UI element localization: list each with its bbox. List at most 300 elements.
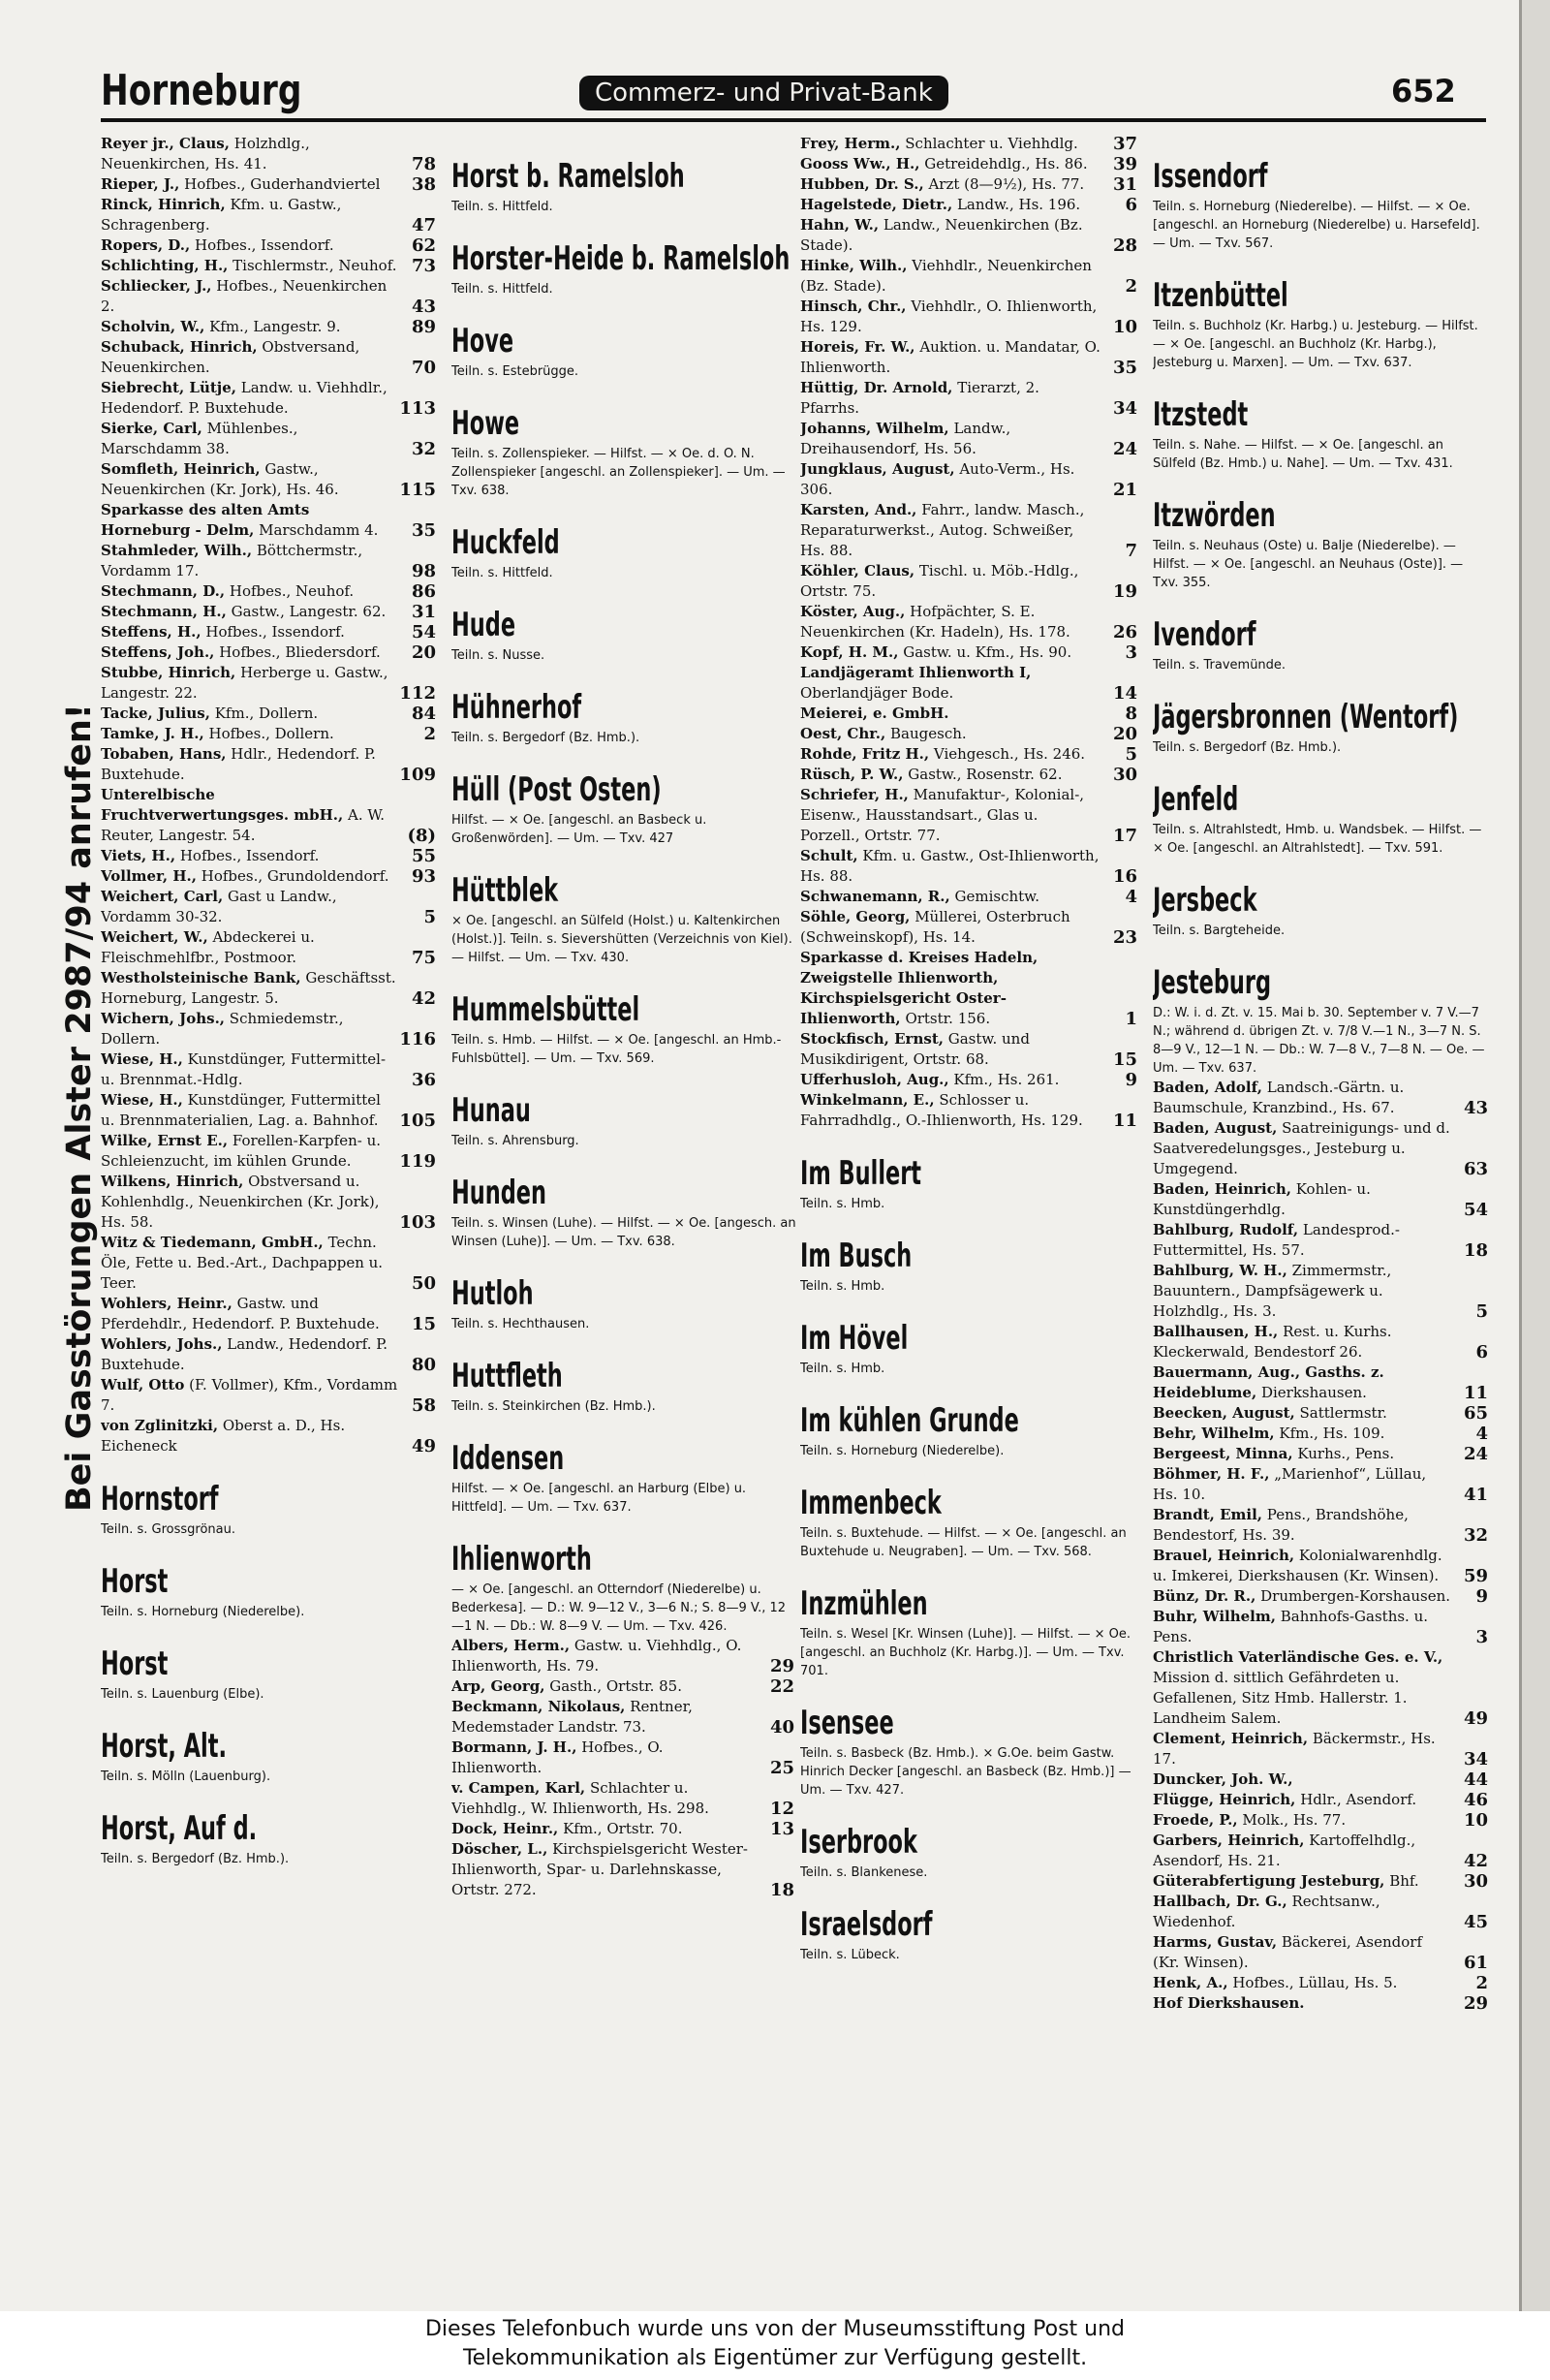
subscriber-details: Kartoffelhdlg., Asendorf, Hs. 21. bbox=[1153, 1832, 1416, 1869]
phone-number: 18 bbox=[769, 1880, 794, 1900]
place-reference: Teiln. s. Horneburg (Niederelbe). — Hilfst. — × Oe. [angeschl. an Horneburg (Niederelbe) u. Harsefeld]. — Um. — Txv. 567. bbox=[1153, 200, 1480, 251]
phone-number: 24 bbox=[1112, 439, 1137, 459]
subscriber-name: Sparkasse d. Kreises Hadeln, Zweigstelle Ihlienworth, Kirchspielsgericht Oster-Ihlienworth, bbox=[800, 949, 1038, 1027]
gas-notice-text: Bei Gasstörungen Alster 2987/94 anrufen! bbox=[60, 704, 99, 1512]
subscriber-name: Weichert, Carl, bbox=[101, 888, 224, 905]
subscriber-details: Saatreinigungs- und d. Saatveredelungsges., Jesteburg u. Umgegend. bbox=[1153, 1119, 1450, 1177]
subscriber-entry bbox=[1153, 1586, 1490, 1607]
subscriber-name: Hallbach, Dr. G., bbox=[1153, 1893, 1287, 1910]
phone-number: 21 bbox=[1112, 480, 1137, 500]
subscriber-entry bbox=[101, 1233, 438, 1294]
subscriber-details: Fahrr., landw. Masch., Reparaturwerkst., Autog. Schweißer, Hs. 88. bbox=[800, 501, 1085, 559]
subscriber-details: Gastw. und Musikdirigent, Ortstr. 68. bbox=[800, 1030, 1030, 1068]
phone-number: 62 bbox=[411, 235, 436, 256]
phone-number: 98 bbox=[411, 561, 436, 581]
subscriber-details: Kohlen- u. Kunstdüngerhdlg. bbox=[1153, 1180, 1371, 1218]
phone-number: 30 bbox=[1463, 1871, 1488, 1892]
subscriber-details: Holzhdlg., Neuenkirchen, Hs. 41. bbox=[101, 135, 310, 172]
subscriber-name: Güterabfertigung Jesteburg, bbox=[1153, 1872, 1385, 1890]
place-heading: Issendorf bbox=[1153, 157, 1268, 196]
subscriber-details: A. W. Reuter, Langestr. 54. bbox=[101, 806, 385, 844]
phone-number: 3 bbox=[1125, 642, 1137, 663]
subscriber-name: Ropers, D., bbox=[101, 236, 191, 254]
place-heading: Hornstorf bbox=[101, 1480, 219, 1519]
subscriber-details: Oberlandjäger Bode. bbox=[800, 684, 954, 702]
place-reference: × Oe. [angeschl. an Sülfeld (Holst.) u. Kaltenkirchen (Holst.)]. Teiln. s. Sievershütten (Verzeichnis von Kiel). — Hilfst. — Um. — Txv. 430. bbox=[451, 914, 792, 965]
phone-number: 16 bbox=[1112, 866, 1137, 887]
phone-number: 24 bbox=[1463, 1444, 1488, 1464]
subscriber-details: Hofpächter, S. E. Neuenkirchen (Kr. Hadeln), Hs. 178. bbox=[800, 603, 1070, 641]
subscriber-name: Sparkasse des alten Amts Horneburg - Delm, bbox=[101, 501, 310, 539]
subscriber-name: Arp, Georg, bbox=[451, 1677, 545, 1695]
phone-number: 10 bbox=[1463, 1810, 1488, 1831]
subscriber-entry bbox=[1153, 1444, 1490, 1464]
subscriber-details: Müllerei, Osterbruch (Schweinskopf), Hs. 14. bbox=[800, 908, 1070, 946]
phone-number: 5 bbox=[1475, 1301, 1488, 1322]
subscriber-name: Wohlers, Johs., bbox=[101, 1335, 223, 1353]
subscriber-entry bbox=[101, 317, 438, 337]
phone-number: 29 bbox=[1463, 1993, 1488, 2014]
subscriber-entry bbox=[800, 378, 1139, 419]
place-reference: Teiln. s. Basbeck (Bz. Hmb.). × G.Oe. beim Gastw. Hinrich Decker [angeschl. an Basbeck (Bz. Hmb.)] — Um. — Txv. 427. bbox=[800, 1746, 1132, 1798]
subscriber-name: Köhler, Claus, bbox=[800, 562, 915, 579]
phone-number: 25 bbox=[769, 1758, 794, 1778]
subscriber-entry bbox=[800, 765, 1139, 785]
subscriber-name: Rinck, Hinrich, bbox=[101, 196, 226, 213]
phone-number: 32 bbox=[411, 439, 436, 459]
subscriber-name: Froede, P., bbox=[1153, 1811, 1238, 1829]
subscriber-entry bbox=[101, 724, 438, 744]
subscriber-entry bbox=[101, 785, 438, 846]
subscriber-name: Sierke, Carl, bbox=[101, 420, 202, 437]
phone-number: 58 bbox=[411, 1395, 436, 1416]
place-heading: Jesteburg bbox=[1153, 963, 1272, 1002]
phone-number: 115 bbox=[399, 480, 436, 500]
subscriber-details: Hofbes., Guderhandviertel bbox=[184, 175, 381, 193]
phone-number: 113 bbox=[399, 398, 436, 419]
phone-number: 65 bbox=[1463, 1403, 1488, 1424]
subscriber-entry bbox=[1153, 1647, 1490, 1729]
subscriber-name: Karsten, And., bbox=[800, 501, 917, 518]
subscriber-entry bbox=[1153, 1871, 1490, 1892]
subscriber-name: Steffens, H., bbox=[101, 623, 202, 641]
subscriber-entry bbox=[101, 927, 438, 968]
subscriber-name: Wilkens, Hinrich, bbox=[101, 1173, 244, 1190]
phone-number: 13 bbox=[769, 1819, 794, 1839]
place-reference: Teiln. s. Hittfeld. bbox=[451, 566, 553, 580]
subscriber-entry bbox=[800, 297, 1139, 337]
subscriber-name: Albers, Herm., bbox=[451, 1637, 571, 1654]
subscriber-name: Schuback, Hinrich, bbox=[101, 338, 258, 356]
subscriber-entry bbox=[800, 134, 1139, 154]
subscriber-entry bbox=[800, 663, 1139, 704]
phone-number: 2 bbox=[1475, 1973, 1488, 1993]
subscriber-details: Viehhdlr., Neuenkirchen (Bz. Stade). bbox=[800, 257, 1092, 295]
subscriber-name: Wichern, Johs., bbox=[101, 1010, 226, 1027]
column-4 bbox=[1153, 134, 1490, 2266]
place-reference: Teiln. s. Grossgrönau. bbox=[101, 1522, 235, 1537]
subscriber-name: Johanns, Wilhelm, bbox=[800, 420, 949, 437]
subscriber-entry bbox=[451, 1676, 796, 1697]
subscriber-entry bbox=[451, 1636, 796, 1676]
place-heading: Hummelsbüttel bbox=[451, 990, 640, 1029]
subscriber-name: Vollmer, H., bbox=[101, 867, 197, 885]
place-reference: Teiln. s. Bergedorf (Bz. Hmb.). bbox=[1153, 740, 1342, 755]
subscriber-name: Rohde, Fritz H., bbox=[800, 745, 930, 763]
subscriber-entry bbox=[451, 1738, 796, 1778]
subscriber-entry bbox=[1153, 1769, 1490, 1790]
header-rule bbox=[101, 118, 1486, 122]
place-reference: Hilfst. — × Oe. [angeschl. an Harburg (Elbe) u. Hittfeld]. — Um. — Txv. 637. bbox=[451, 1482, 747, 1515]
subscriber-name: Reyer jr., Claus, bbox=[101, 135, 230, 152]
place-reference: Teiln. s. Steinkirchen (Bz. Hmb.). bbox=[451, 1399, 656, 1414]
subscriber-name: Brandt, Emil, bbox=[1153, 1506, 1262, 1523]
subscriber-name: Flügge, Heinrich, bbox=[1153, 1791, 1296, 1808]
phone-number: 49 bbox=[1463, 1708, 1488, 1729]
subscriber-details: Dierkshausen. bbox=[1260, 1384, 1367, 1401]
subscriber-details: Kfm., Dollern. bbox=[214, 705, 319, 722]
subscriber-entry bbox=[800, 642, 1139, 663]
place-heading: Horst bbox=[101, 1562, 169, 1601]
phone-number: 11 bbox=[1463, 1383, 1488, 1403]
phone-number: 103 bbox=[399, 1212, 436, 1233]
subscriber-details: Landw., Hs. 196. bbox=[956, 196, 1081, 213]
subscriber-name: Ballhausen, H., bbox=[1153, 1323, 1279, 1340]
phone-number: 42 bbox=[411, 988, 436, 1009]
subscriber-details: (F. Vollmer), Kfm., Vordamm 7. bbox=[101, 1376, 398, 1414]
subscriber-name: Meierei, e. GmbH. bbox=[800, 705, 949, 722]
subscriber-name: Behr, Wilhelm, bbox=[1153, 1425, 1275, 1442]
subscriber-name: Wohlers, Heinr., bbox=[101, 1295, 232, 1312]
phone-number: 54 bbox=[411, 622, 436, 642]
subscriber-details: Techn. Öle, Fette u. Bed.-Art., Dachpappen u. Teer. bbox=[101, 1234, 384, 1292]
subscriber-entry bbox=[1153, 1505, 1490, 1546]
subscriber-details: Mühlenbes., Marschdamm 38. bbox=[101, 420, 298, 457]
subscriber-name: Harms, Gustav, bbox=[1153, 1933, 1278, 1951]
subscriber-details: Mission d. sittlich Gefährdeten u. Gefallenen, Sitz Hmb. Hallerstr. 1. Landheim Salem. bbox=[1153, 1669, 1408, 1727]
phone-number: 43 bbox=[411, 297, 436, 317]
subscriber-entry bbox=[101, 1294, 438, 1334]
phone-number: 37 bbox=[1112, 134, 1137, 154]
place-reference: Teiln. s. Hmb. bbox=[800, 1279, 885, 1294]
phone-number: 7 bbox=[1125, 541, 1137, 561]
page-header-place: Horneburg bbox=[101, 66, 302, 115]
subscriber-details: Hofbes., Dollern. bbox=[208, 725, 334, 742]
subscriber-details: Baugesch. bbox=[890, 725, 967, 742]
subscriber-details: Oberst a. D., Hs. Eicheneck bbox=[101, 1417, 346, 1455]
subscriber-name: Hagelstede, Dietr., bbox=[800, 196, 953, 213]
phone-number: 30 bbox=[1112, 765, 1137, 785]
subscriber-name: Westholsteinische Bank, bbox=[101, 969, 301, 986]
subscriber-entry bbox=[1153, 1831, 1490, 1871]
subscriber-entry bbox=[1153, 1118, 1490, 1179]
subscriber-details: Kunstdünger, Futtermittel u. Brennmaterialien, Lag. a. Bahnhof. bbox=[101, 1091, 381, 1129]
phone-number: 89 bbox=[411, 317, 436, 337]
subscriber-entry bbox=[800, 887, 1139, 907]
subscriber-details: Herberge u. Gastw., Langestr. 22. bbox=[101, 664, 388, 702]
subscriber-name: Frey, Herm., bbox=[800, 135, 901, 152]
subscriber-name: Henk, A., bbox=[1153, 1974, 1228, 1991]
subscriber-name: Unterelbische Fruchtverwertungsges. mbH., bbox=[101, 786, 344, 824]
place-reference: Teiln. s. Neuhaus (Oste) u. Balje (Niederelbe). — Hilfst. — × Oe. [angeschl. an Neuhaus (Oste)]. — Txv. 355. bbox=[1153, 539, 1464, 590]
phone-number: 36 bbox=[411, 1070, 436, 1090]
phone-number: 17 bbox=[1112, 826, 1137, 846]
subscriber-name: Horeis, Fr. W., bbox=[800, 338, 915, 356]
subscriber-entry bbox=[101, 500, 438, 541]
subscriber-entry bbox=[1153, 1729, 1490, 1769]
phone-number: 47 bbox=[411, 215, 436, 235]
subscriber-name: Somfleth, Heinrich, bbox=[101, 460, 261, 478]
subscriber-details: Gastw., Neuenkirchen (Kr. Jork), Hs. 46. bbox=[101, 460, 339, 498]
place-reference: Teiln. s. Nahe. — Hilfst. — × Oe. [angeschl. an Sülfeld (Bz. Hmb.) u. Nahe]. — Um. — Txv. 431. bbox=[1153, 438, 1453, 471]
subscriber-name: Kopf, H. M., bbox=[800, 643, 899, 661]
subscriber-details: Kfm., Langestr. 9. bbox=[209, 318, 341, 335]
column-2 bbox=[451, 134, 796, 2266]
phone-number: 80 bbox=[411, 1355, 436, 1375]
subscriber-name: Bergeest, Minna, bbox=[1153, 1445, 1293, 1462]
subscriber-entry bbox=[101, 1090, 438, 1131]
subscriber-details: Schlachter u. Viehhdlg. bbox=[905, 135, 1078, 152]
subscriber-name: Siebrecht, Lütje, bbox=[101, 379, 236, 396]
subscriber-details: Bäckerei, Asendorf (Kr. Winsen). bbox=[1153, 1933, 1423, 1971]
subscriber-name: v. Campen, Karl, bbox=[451, 1779, 586, 1797]
phone-number: 59 bbox=[1463, 1566, 1488, 1586]
subscriber-entry bbox=[451, 1697, 796, 1738]
subscriber-entry bbox=[1153, 1810, 1490, 1831]
phone-number: 2 bbox=[423, 724, 436, 744]
subscriber-name: Jungklaus, August, bbox=[800, 460, 955, 478]
subscriber-entry bbox=[101, 704, 438, 724]
subscriber-entry bbox=[800, 256, 1139, 297]
subscriber-entry bbox=[800, 337, 1139, 378]
subscriber-details: Hofbes., Grundoldendorf. bbox=[201, 867, 389, 885]
column-3 bbox=[800, 134, 1139, 2266]
subscriber-details: Drumbergen-Korshausen. bbox=[1260, 1587, 1451, 1605]
subscriber-name: Stahmleder, Wilh., bbox=[101, 542, 253, 559]
place-reference: Teiln. s. Hmb. bbox=[800, 1197, 885, 1211]
subscriber-entry bbox=[101, 622, 438, 642]
subscriber-details: Tierarzt, 2. Pfarrhs. bbox=[800, 379, 1039, 417]
subscriber-entry bbox=[800, 215, 1139, 256]
place-heading: Hove bbox=[451, 322, 514, 360]
place-reference: Teiln. s. Hmb. — Hilfst. — × Oe. [angeschl. an Hmb.-Fuhlsbüttel]. — Um. — Txv. 569. bbox=[451, 1033, 782, 1066]
subscriber-name: Schliecker, J., bbox=[101, 277, 212, 295]
subscriber-entry bbox=[800, 948, 1139, 1029]
subscriber-entry bbox=[800, 744, 1139, 765]
subscriber-details: Hofbes., Bliedersdorf. bbox=[219, 643, 381, 661]
phone-number: 75 bbox=[411, 948, 436, 968]
subscriber-details: Pens., Brandshöhe, Bendestorf, Hs. 39. bbox=[1153, 1506, 1409, 1544]
phone-number: 20 bbox=[411, 642, 436, 663]
phone-number: 54 bbox=[1463, 1200, 1488, 1220]
place-reference: Teiln. s. Horneburg (Niederelbe). bbox=[101, 1605, 305, 1619]
subscriber-details: Hofbes., Neuhof. bbox=[229, 582, 355, 600]
phone-number: (8) bbox=[407, 826, 436, 846]
place-reference: Teiln. s. Lauenburg (Elbe). bbox=[101, 1687, 264, 1702]
place-heading: Israelsdorf bbox=[800, 1905, 933, 1944]
phone-number: 11 bbox=[1112, 1111, 1137, 1131]
place-heading: Jenfeld bbox=[1153, 780, 1239, 819]
subscriber-details: Hdlr., Hedendorf. P. Buxtehude. bbox=[101, 745, 376, 783]
subscriber-entry bbox=[1153, 1220, 1490, 1261]
subscriber-name: Steffens, Joh., bbox=[101, 643, 215, 661]
subscriber-entry bbox=[1153, 1261, 1490, 1322]
subscriber-entry bbox=[800, 459, 1139, 500]
phone-number: 6 bbox=[1125, 195, 1137, 215]
subscriber-entry bbox=[1153, 1078, 1490, 1118]
subscriber-details: Geschäftsst. Horneburg, Langestr. 5. bbox=[101, 969, 396, 1007]
phone-number: 5 bbox=[1125, 744, 1137, 765]
subscriber-entry bbox=[1153, 1607, 1490, 1647]
place-reference: Teiln. s. Blankenese. bbox=[800, 1865, 928, 1880]
subscriber-details: Obstversand, Neuenkirchen. bbox=[101, 338, 360, 376]
phone-number: 9 bbox=[1475, 1586, 1488, 1607]
phone-number: 31 bbox=[411, 602, 436, 622]
subscriber-name: Schwanemann, R., bbox=[800, 888, 950, 905]
phone-number: 23 bbox=[1112, 927, 1137, 948]
subscriber-details: Tischlermstr., Neuhof. bbox=[232, 257, 397, 274]
place-heading: Horst b. Ramelsloh bbox=[451, 157, 685, 196]
phone-number: 61 bbox=[1463, 1953, 1488, 1973]
place-heading: Hunden bbox=[451, 1174, 546, 1212]
phone-number: 31 bbox=[1112, 174, 1137, 195]
subscriber-details: Viehhdlr., O. Ihlienworth, Hs. 129. bbox=[800, 298, 1098, 335]
place-heading: Itzwörden bbox=[1153, 496, 1276, 535]
subscriber-entry bbox=[800, 154, 1139, 174]
subscriber-name: Hubben, Dr. S., bbox=[800, 175, 924, 193]
phone-number: 9 bbox=[1125, 1070, 1137, 1090]
place-heading: Iserbrook bbox=[800, 1823, 917, 1862]
subscriber-name: Oest, Chr., bbox=[800, 725, 886, 742]
subscriber-name: Christlich Vaterländische Ges. e. V., bbox=[1153, 1648, 1443, 1666]
footer-note bbox=[0, 2311, 1550, 2380]
subscriber-name: Baden, Adolf, bbox=[1153, 1079, 1262, 1096]
place-heading: Itzenbüttel bbox=[1153, 276, 1288, 315]
subscriber-name: Beckmann, Nikolaus, bbox=[451, 1698, 626, 1715]
subscriber-entry bbox=[101, 174, 438, 195]
subscriber-details: Gastw., Rosenstr. 62. bbox=[908, 766, 1063, 783]
place-heading: Hühnerhof bbox=[451, 688, 582, 727]
subscriber-name: Hinke, Wilh., bbox=[800, 257, 908, 274]
subscriber-entry bbox=[101, 581, 438, 602]
subscriber-details: Landw., Neuenkirchen (Bz. Stade). bbox=[800, 216, 1083, 254]
subscriber-details: Hofbes., Neuenkirchen 2. bbox=[101, 277, 388, 315]
subscriber-details: Zimmermstr., Bauuntern., Dampfsägewerk u. Holzhdlg., Hs. 3. bbox=[1153, 1262, 1392, 1320]
subscriber-name: Wiese, H., bbox=[101, 1050, 183, 1068]
subscriber-entry bbox=[800, 785, 1139, 846]
phone-number: 12 bbox=[769, 1799, 794, 1819]
subscriber-name: Bormann, J. H., bbox=[451, 1738, 577, 1756]
place-reference: Teiln. s. Horneburg (Niederelbe). bbox=[800, 1444, 1005, 1458]
phone-number: 35 bbox=[411, 520, 436, 541]
footer-line-2: Telekommunikation als Eigentümer zur Verfügung gestellt. bbox=[462, 2346, 1088, 2370]
place-reference: Hilfst. — × Oe. [angeschl. an Basbeck u. Großenwörden]. — Um. — Txv. 427 bbox=[451, 813, 707, 846]
subscriber-entry bbox=[1153, 1424, 1490, 1444]
subscriber-name: Stechmann, H., bbox=[101, 603, 227, 620]
subscriber-details: Bäckermstr., Hs. 17. bbox=[1153, 1730, 1436, 1768]
subscriber-name: Tobaben, Hans, bbox=[101, 745, 227, 763]
subscriber-details: Arzt (8—9½), Hs. 77. bbox=[928, 175, 1085, 193]
phone-number: 73 bbox=[411, 256, 436, 276]
place-heading: Huckfeld bbox=[451, 523, 560, 562]
subscriber-name: Brauel, Heinrich, bbox=[1153, 1547, 1295, 1564]
phone-number: 41 bbox=[1463, 1485, 1488, 1505]
subscriber-details: Gasth., Ortstr. 85. bbox=[549, 1677, 682, 1695]
phone-number: 44 bbox=[1463, 1769, 1488, 1790]
subscriber-entry bbox=[800, 602, 1139, 642]
subscriber-name: Döscher, L., bbox=[451, 1840, 548, 1858]
subscriber-details: „Marienhof“, Lüllau, Hs. 10. bbox=[1153, 1465, 1427, 1503]
subscriber-details: Bhf. bbox=[1389, 1872, 1419, 1890]
subscriber-entry bbox=[800, 907, 1139, 948]
subscriber-name: Ufferhusloh, Aug., bbox=[800, 1071, 949, 1088]
place-reference: Teiln. s. Buxtehude. — Hilfst. — × Oe. [angeschl. an Buxtehude u. Neugraben]. — Um. — Txv. 568. bbox=[800, 1526, 1127, 1559]
place-reference: Teiln. s. Bargteheide. bbox=[1153, 924, 1286, 938]
subscriber-entry bbox=[101, 846, 438, 866]
place-reference: Teiln. s. Altrahlstedt, Hmb. u. Wandsbek. — Hilfst. — × Oe. [angeschl. an Altrahlstedt]. — Txv. 591. bbox=[1153, 823, 1482, 856]
subscriber-details: Marschdamm 4. bbox=[259, 521, 379, 539]
place-reference: Teiln. s. Hechthausen. bbox=[451, 1317, 590, 1331]
subscriber-entry bbox=[1153, 1464, 1490, 1505]
column-1 bbox=[101, 134, 438, 2266]
subscriber-entry bbox=[1153, 1362, 1490, 1403]
subscriber-entry bbox=[101, 134, 438, 174]
place-heading: Im Hövel bbox=[800, 1319, 909, 1358]
phone-number: 119 bbox=[399, 1151, 436, 1172]
subscriber-entry bbox=[800, 1090, 1139, 1131]
place-reference: Teiln. s. Mölln (Lauenburg). bbox=[101, 1769, 271, 1784]
subscriber-entry bbox=[101, 1009, 438, 1049]
subscriber-name: Winkelmann, E., bbox=[800, 1091, 935, 1109]
place-heading: Immenbeck bbox=[800, 1484, 942, 1522]
place-heading: Isensee bbox=[800, 1704, 894, 1742]
subscriber-details: Getreidehdlg., Hs. 86. bbox=[924, 155, 1088, 172]
subscriber-name: Scholvin, W., bbox=[101, 318, 205, 335]
subscriber-name: Schlichting, H., bbox=[101, 257, 229, 274]
subscriber-entry bbox=[101, 1334, 438, 1375]
place-heading: Ihlienworth bbox=[451, 1540, 592, 1579]
phone-number: 1 bbox=[1125, 1009, 1137, 1029]
subscriber-details: Obstversand u. Kohlenhdlg., Neuenkirchen (Kr. Jork), Hs. 58. bbox=[101, 1173, 380, 1231]
place-heading: Hunau bbox=[451, 1091, 531, 1130]
subscriber-details: Molk., Hs. 77. bbox=[1242, 1811, 1347, 1829]
place-heading: Inzmühlen bbox=[800, 1584, 928, 1623]
place-heading: Iddensen bbox=[451, 1439, 565, 1478]
subscriber-entry bbox=[800, 561, 1139, 602]
subscriber-entry bbox=[101, 968, 438, 1009]
phone-number: 49 bbox=[411, 1436, 436, 1456]
phone-number: 105 bbox=[399, 1111, 436, 1131]
subscriber-name: Bünz, Dr. R., bbox=[1153, 1587, 1256, 1605]
subscriber-entry bbox=[1153, 1993, 1490, 2014]
subscriber-name: Hüttig, Dr. Arnold, bbox=[800, 379, 953, 396]
subscriber-name: Schult, bbox=[800, 847, 858, 864]
subscriber-name: Wiese, H., bbox=[101, 1091, 183, 1109]
subscriber-entry bbox=[101, 602, 438, 622]
place-heading: Im Bullert bbox=[800, 1154, 922, 1193]
phone-number: 26 bbox=[1112, 622, 1137, 642]
phone-number: 116 bbox=[399, 1029, 436, 1049]
subscriber-name: Stockfisch, Ernst, bbox=[800, 1030, 944, 1048]
subscriber-details: Landw. u. Viehhdlr., Hedendorf. P. Buxtehude. bbox=[101, 379, 388, 417]
phone-number: 3 bbox=[1475, 1627, 1488, 1647]
subscriber-details: Auto-Verm., Hs. 306. bbox=[800, 460, 1075, 498]
place-reference: Teiln. s. Wesel [Kr. Winsen (Luhe)]. — Hilfst. — × Oe. [angeschl. an Buchholz (Kr. Harbg.)]. — Um. — Txv. 701. bbox=[800, 1627, 1132, 1678]
footer-line-1: Dieses Telefonbuch wurde uns von der Museumsstiftung Post und bbox=[424, 2317, 1126, 2341]
subscriber-entry bbox=[451, 1839, 796, 1900]
phone-number: 32 bbox=[1463, 1525, 1488, 1546]
phone-number: 34 bbox=[1463, 1749, 1488, 1769]
